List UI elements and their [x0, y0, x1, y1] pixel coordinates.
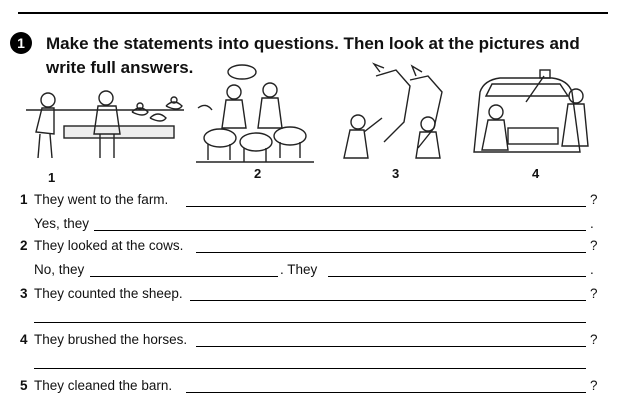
answer-line[interactable]: [94, 216, 586, 231]
end-punctuation: ?: [590, 378, 598, 393]
end-punctuation: ?: [590, 332, 598, 347]
answer-line[interactable]: [328, 262, 586, 277]
statement-text: They looked at the cows.: [34, 238, 184, 253]
answer-line[interactable]: [186, 378, 586, 393]
answer-line[interactable]: [196, 332, 586, 347]
list-item: [0, 308, 638, 328]
answer-line[interactable]: [90, 262, 278, 277]
list-item: [0, 262, 638, 282]
answer-line[interactable]: [34, 308, 586, 323]
answer-prefix: No, they: [34, 262, 85, 277]
item-number: 5: [20, 378, 28, 393]
item-number: 2: [20, 238, 28, 253]
statement-text: They brushed the horses.: [34, 332, 188, 347]
picture-label-1: 1: [48, 170, 56, 185]
picture-label-3: 3: [392, 166, 400, 181]
answer-line[interactable]: [196, 238, 586, 253]
item-number: 4: [20, 332, 28, 347]
answer-line[interactable]: [34, 354, 586, 369]
list-item: [0, 238, 638, 258]
exercise-number-badge: 1: [10, 32, 32, 54]
list-item: [0, 378, 638, 398]
end-punctuation: ?: [590, 192, 598, 207]
answer-prefix: Yes, they: [34, 216, 90, 231]
picture-label-4: 4: [532, 166, 540, 181]
list-item: [0, 192, 638, 212]
statement-text: They counted the sheep.: [34, 286, 183, 301]
answer-line[interactable]: [186, 192, 586, 207]
list-item: [0, 354, 638, 374]
answer-mid-text: . They: [280, 262, 318, 277]
end-punctuation: .: [590, 262, 594, 277]
end-punctuation: ?: [590, 286, 598, 301]
list-item: [0, 286, 638, 306]
list-item: [0, 332, 638, 352]
statement-text: They cleaned the barn.: [34, 378, 173, 393]
picture-label-2: 2: [254, 166, 262, 181]
statement-text: They went to the farm.: [34, 192, 169, 207]
list-item: [0, 216, 638, 236]
end-punctuation: ?: [590, 238, 598, 253]
item-number: 1: [20, 192, 28, 207]
answer-line[interactable]: [190, 286, 586, 301]
item-number: 3: [20, 286, 28, 301]
instruction-text: Make the statements into questions. Then look at the pictures and write full answers.: [46, 34, 580, 77]
end-punctuation: .: [590, 216, 594, 231]
